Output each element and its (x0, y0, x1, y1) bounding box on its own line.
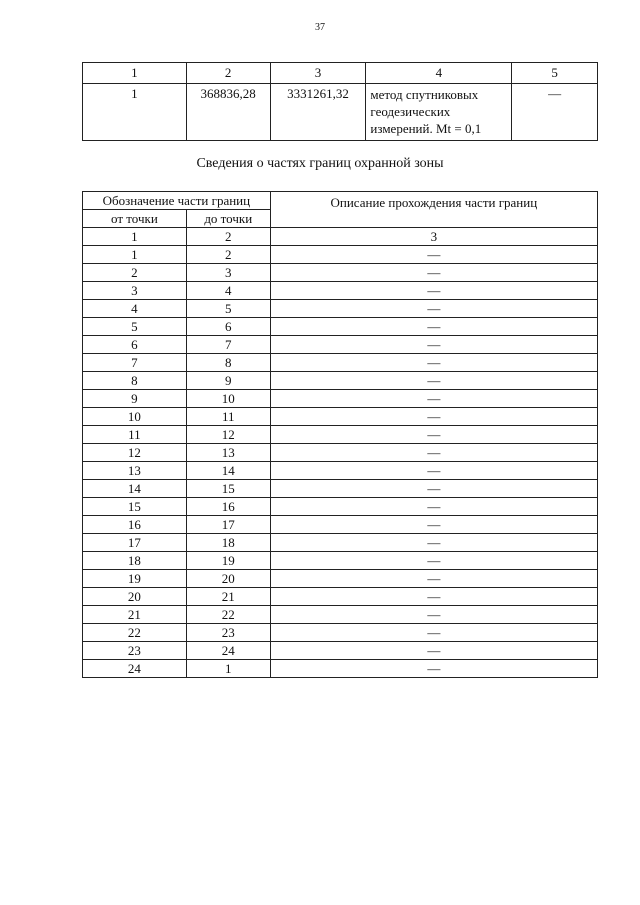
to-point: 9 (186, 372, 270, 390)
to-point: 7 (186, 336, 270, 354)
description-cell: — (270, 516, 597, 534)
col5-value: — (548, 86, 562, 101)
table-row (83, 390, 598, 408)
from-point: 2 (83, 264, 187, 282)
method-cell (366, 84, 512, 141)
table-row (83, 606, 598, 624)
from-point: 17 (83, 534, 187, 552)
to-point: 16 (186, 498, 270, 516)
table-row (83, 444, 598, 462)
method-line: измерений. Mt = 0,1 (370, 121, 482, 136)
table-row (83, 318, 598, 336)
method-line: метод спутниковых (370, 87, 479, 102)
from-point: 1 (83, 246, 187, 264)
table-row (83, 660, 598, 678)
coordinates-table (82, 62, 598, 141)
from-point: 9 (83, 390, 187, 408)
from-point: 23 (83, 642, 187, 660)
table-row (83, 480, 598, 498)
description-cell: — (270, 462, 597, 480)
description-cell: — (270, 246, 597, 264)
col-number-5: 5 (512, 63, 598, 84)
group-header: Обозначение части границ (83, 192, 271, 210)
col-number-3: 3 (270, 63, 366, 84)
from-point: 11 (83, 426, 187, 444)
table-row (83, 498, 598, 516)
table-row (83, 264, 598, 282)
description-cell: — (270, 372, 597, 390)
description-cell: — (270, 534, 597, 552)
table-row (83, 426, 598, 444)
description-cell: — (270, 588, 597, 606)
table-row (83, 552, 598, 570)
point-number: 1 (83, 84, 187, 141)
description-header: Описание прохождения части границ (270, 192, 597, 228)
to-point: 11 (186, 408, 270, 426)
from-point: 14 (83, 480, 187, 498)
to-point: 23 (186, 624, 270, 642)
to-point: 13 (186, 444, 270, 462)
from-point: 16 (83, 516, 187, 534)
from-point: 10 (83, 408, 187, 426)
description-cell: — (270, 318, 597, 336)
description-cell: — (270, 642, 597, 660)
from-point: 6 (83, 336, 187, 354)
description-cell: — (270, 336, 597, 354)
boundary-parts-table (82, 191, 598, 678)
table-row (83, 462, 598, 480)
to-header: до точки (186, 210, 270, 228)
to-point: 10 (186, 390, 270, 408)
parts-header-row (83, 192, 598, 210)
to-point: 20 (186, 570, 270, 588)
from-point: 3 (83, 282, 187, 300)
description-cell: — (270, 300, 597, 318)
page-number: 37 (315, 22, 325, 33)
to-point: 21 (186, 588, 270, 606)
coordinates-header-row (83, 63, 598, 84)
table-row (83, 408, 598, 426)
to-point: 24 (186, 642, 270, 660)
col-number-1: 1 (83, 228, 187, 246)
description-cell: — (270, 606, 597, 624)
table-row (83, 534, 598, 552)
to-point: 17 (186, 516, 270, 534)
to-point: 18 (186, 534, 270, 552)
parts-column-numbers-row (83, 228, 598, 246)
to-point: 3 (186, 264, 270, 282)
col-number-2: 2 (186, 63, 270, 84)
description-cell: — (270, 426, 597, 444)
from-point: 20 (83, 588, 187, 606)
from-header: от точки (83, 210, 187, 228)
description-cell: — (270, 282, 597, 300)
table-row (83, 282, 598, 300)
table-row (83, 570, 598, 588)
table-row (83, 642, 598, 660)
from-point: 13 (83, 462, 187, 480)
description-cell: — (270, 498, 597, 516)
description-cell: — (270, 624, 597, 642)
coord-y: 3331261,32 (270, 84, 366, 141)
to-point: 1 (186, 660, 270, 678)
to-point: 19 (186, 552, 270, 570)
from-point: 24 (83, 660, 187, 678)
from-point: 8 (83, 372, 187, 390)
to-point: 4 (186, 282, 270, 300)
to-point: 5 (186, 300, 270, 318)
description-cell: — (270, 390, 597, 408)
from-point: 18 (83, 552, 187, 570)
section-title: Сведения о частях границ охранной зоны (196, 156, 444, 171)
to-point: 22 (186, 606, 270, 624)
description-cell: — (270, 264, 597, 282)
from-point: 15 (83, 498, 187, 516)
table-row (83, 372, 598, 390)
table-row (83, 516, 598, 534)
from-point: 12 (83, 444, 187, 462)
description-cell: — (270, 444, 597, 462)
coord-x: 368836,28 (186, 84, 270, 141)
description-cell: — (270, 480, 597, 498)
to-point: 14 (186, 462, 270, 480)
col-number-4: 4 (366, 63, 512, 84)
col-number-1: 1 (83, 63, 187, 84)
col-number-3: 3 (270, 228, 597, 246)
coordinates-row (83, 84, 598, 141)
from-point: 7 (83, 354, 187, 372)
from-point: 5 (83, 318, 187, 336)
to-point: 12 (186, 426, 270, 444)
to-point: 6 (186, 318, 270, 336)
table-row (83, 624, 598, 642)
parts-body (83, 246, 598, 678)
table-row (83, 354, 598, 372)
from-point: 19 (83, 570, 187, 588)
description-cell: — (270, 570, 597, 588)
from-point: 21 (83, 606, 187, 624)
method-line: геодезических (370, 104, 451, 119)
col-number-2: 2 (186, 228, 270, 246)
description-cell: — (270, 354, 597, 372)
to-point: 8 (186, 354, 270, 372)
table-row (83, 588, 598, 606)
description-cell: — (270, 408, 597, 426)
description-cell: — (270, 660, 597, 678)
from-point: 4 (83, 300, 187, 318)
description-cell: — (270, 552, 597, 570)
to-point: 2 (186, 246, 270, 264)
table-row (83, 246, 598, 264)
to-point: 15 (186, 480, 270, 498)
col5-cell (512, 84, 598, 141)
table-row (83, 300, 598, 318)
from-point: 22 (83, 624, 187, 642)
table-row (83, 336, 598, 354)
